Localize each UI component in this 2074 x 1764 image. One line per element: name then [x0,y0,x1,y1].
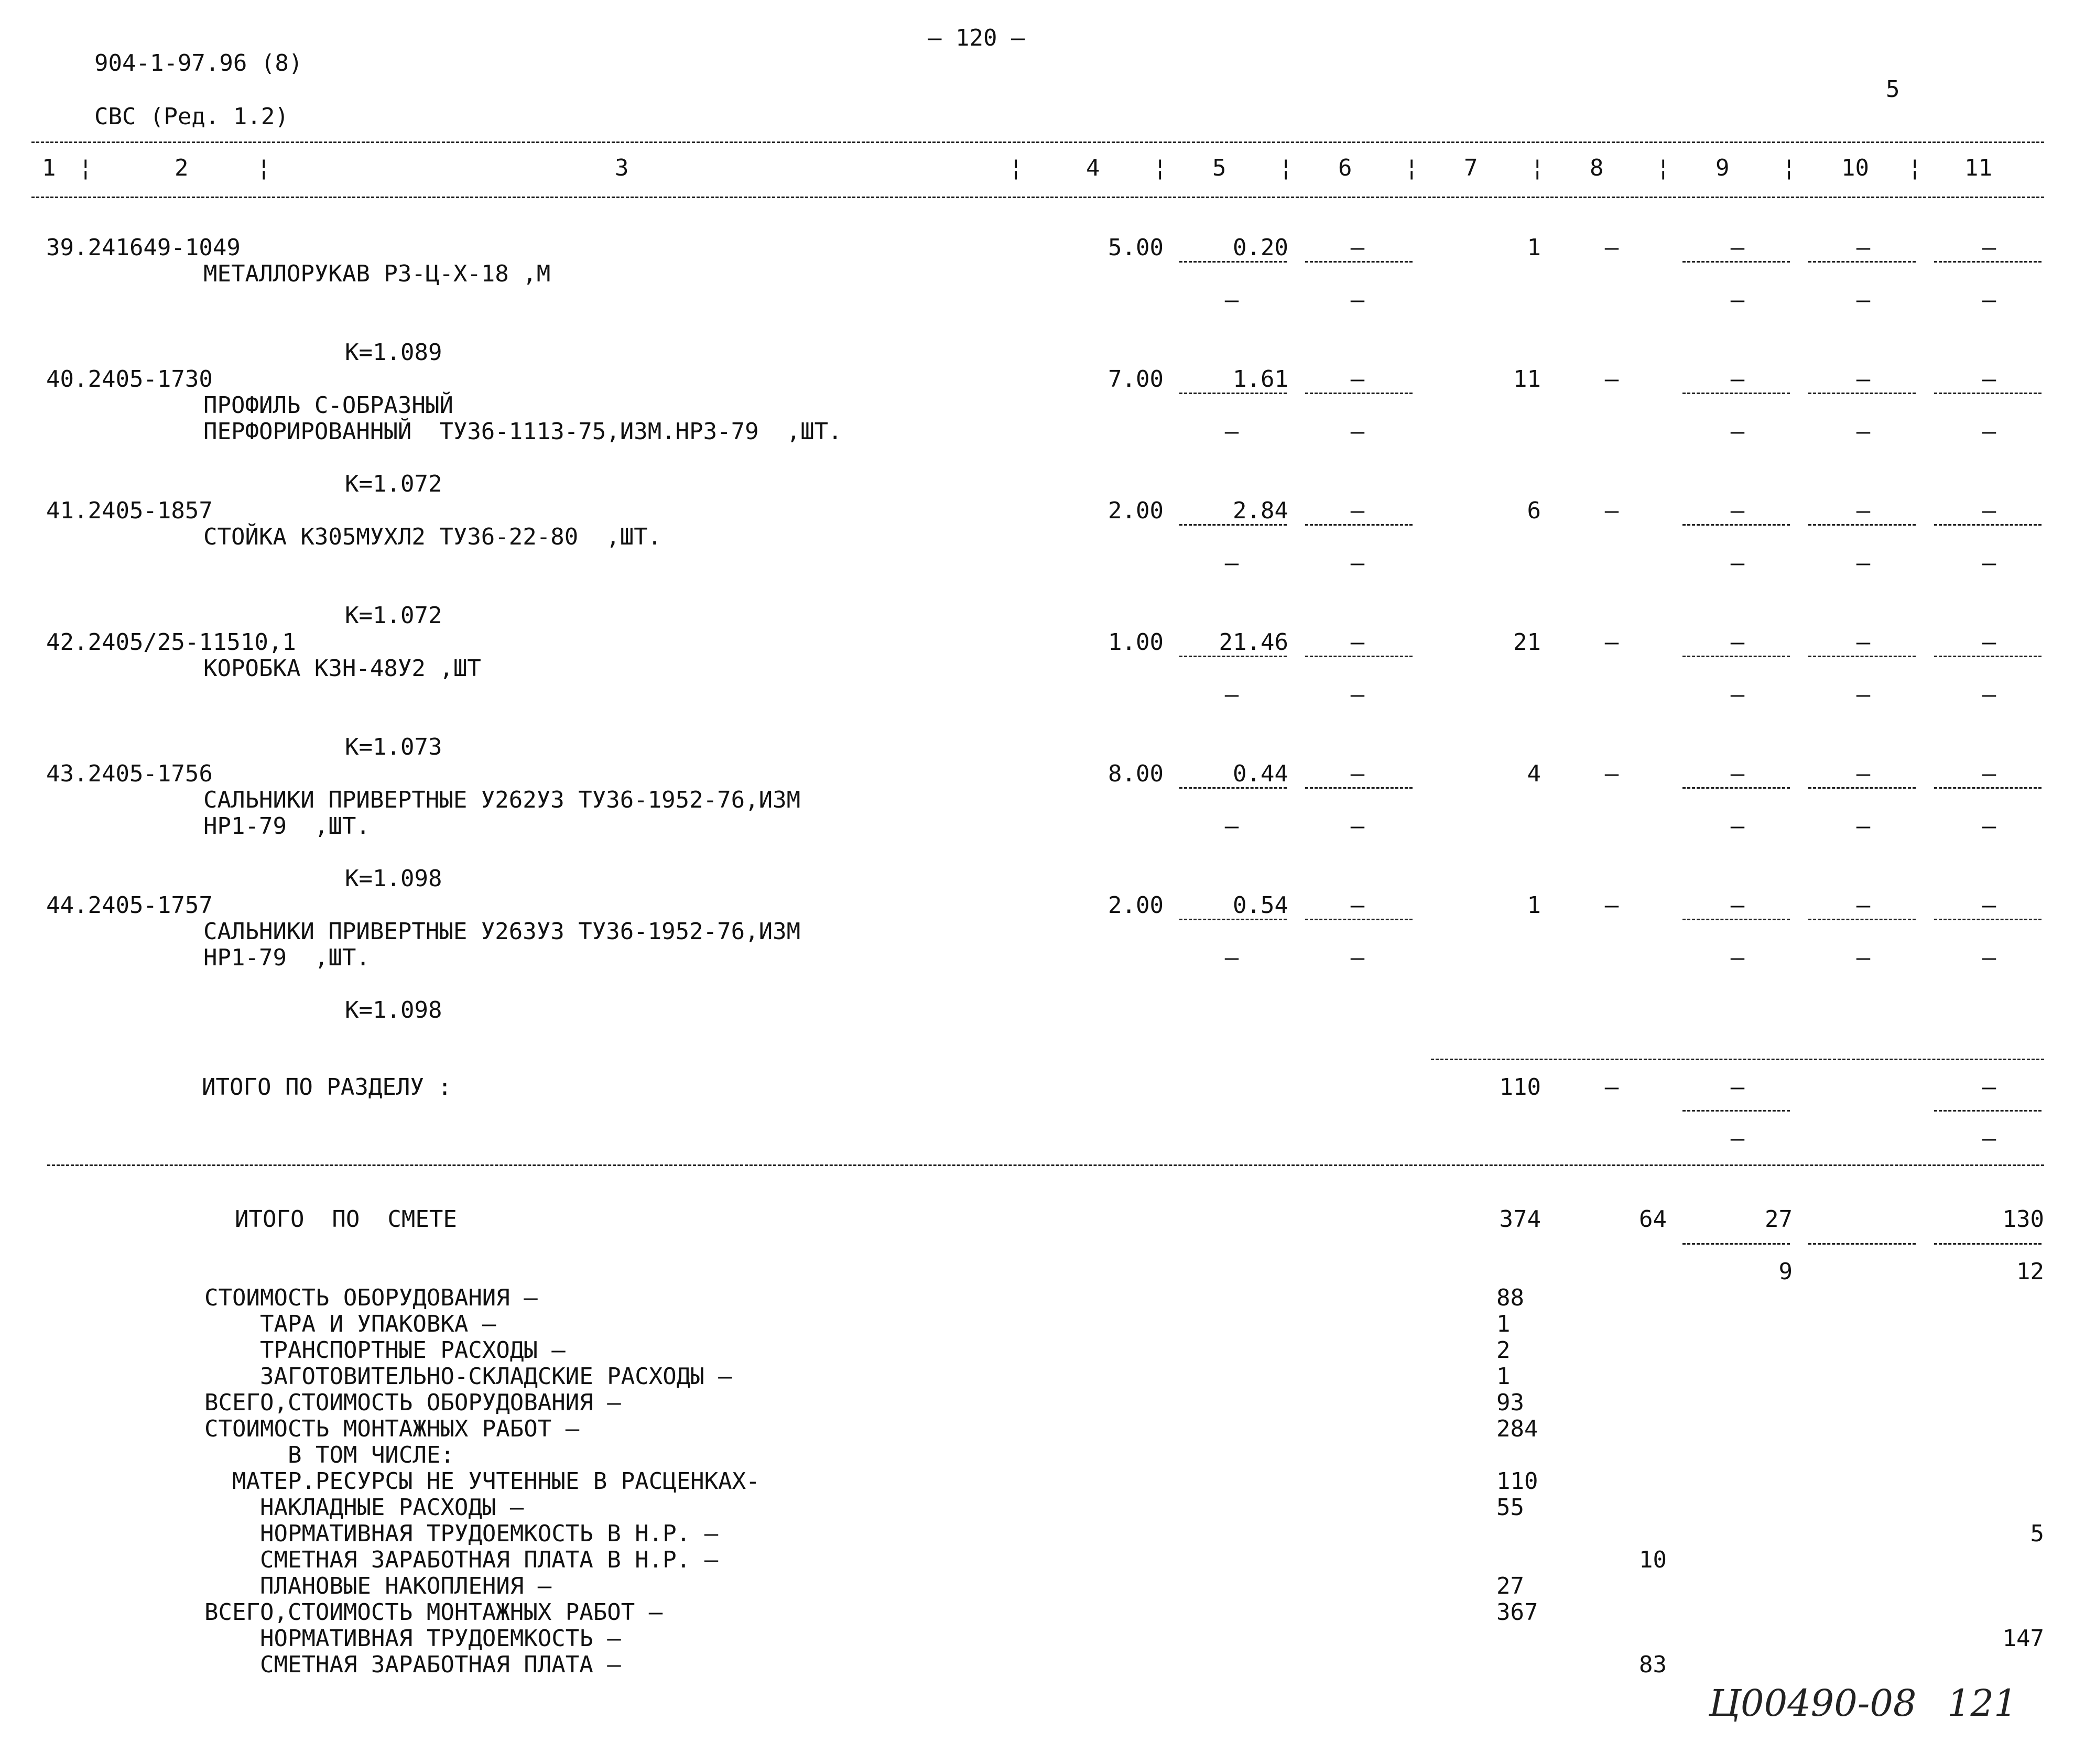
item-col11-sub: – [1982,287,1996,313]
item-fraction-rule [1305,787,1413,789]
column-separator: ¦ [1530,155,1545,181]
item-quantity: 5.00 [1108,234,1164,261]
column-separator: ¦ [257,155,271,181]
item-col11-sub: – [1982,418,1996,445]
item-description: НР1-79 ,ШТ. [203,944,370,971]
item-col9-sub: – [1730,418,1745,445]
item-col6: – [1350,366,1365,393]
item-description: СТОЙКА К305МУХЛ2 ТУ36-22-80 ,ШТ. [203,524,662,550]
item-col10: – [1856,629,1871,656]
column-separator: ¦ [79,155,93,181]
item-col9: – [1730,629,1745,656]
item-col5-sub: – [1224,944,1239,971]
item-col6: – [1350,234,1365,261]
document-code: 904-1-97.96 (8) [94,50,303,77]
item-col7: 4 [1527,760,1541,787]
item-col10: – [1856,760,1871,787]
column-separator: ¦ [1153,155,1167,181]
item-col5-sub: – [1224,681,1239,708]
item-description: КОРОБКА КЗН-48У2 ,ШТ [203,655,481,682]
item-col9: – [1730,366,1745,393]
sheet-number: 5 [1886,76,1900,103]
section-total-col9-sub: – [1730,1125,1745,1152]
column-header-6: 6 [1338,155,1352,181]
item-col7: 21 [1513,629,1541,656]
item-code: 39.241649-1049 [46,234,241,261]
summary-label: ЗАГОТОВИТЕЛЬНО-СКЛАДСКИЕ РАСХОДЫ – [260,1363,732,1390]
summary-label: В ТОМ ЧИСЛЕ: [288,1442,454,1468]
item-col10-sub: – [1856,944,1871,971]
program-version: СВС (Ред. 1.2) [94,103,289,130]
item-col11: – [1982,760,1996,787]
item-col10-sub: – [1856,550,1871,576]
item-fraction-rule [1682,261,1790,263]
item-col7: 1 [1527,892,1541,919]
item-col11: – [1982,366,1996,393]
item-code: 44.2405-1757 [46,892,213,919]
item-coefficient: К=1.089 [345,339,442,366]
column-separator: ¦ [1405,155,1419,181]
summary-col11-value: 5 [2030,1520,2044,1547]
estimate-total-col8: 64 [1639,1206,1667,1233]
column-separator: ¦ [1009,155,1023,181]
summary-col7-value: 27 [1496,1573,1524,1599]
item-col9-sub: – [1730,550,1745,576]
estimate-total-col7: 374 [1499,1206,1541,1233]
item-col9-sub: – [1730,287,1745,313]
item-col9-sub: – [1730,813,1745,840]
item-fraction-rule [1305,656,1413,657]
item-fraction-rule [1808,524,1916,526]
item-col7: 1 [1527,234,1541,261]
header-top-rule [31,141,2044,143]
item-description: НР1-79 ,ШТ. [203,813,370,840]
item-col10: – [1856,497,1871,524]
summary-label: СТОИМОСТЬ МОНТАЖНЫХ РАБОТ – [204,1415,580,1442]
item-col11-sub: – [1982,813,1996,840]
item-fraction-rule [1808,261,1916,263]
item-price: 1.61 [1233,366,1288,393]
estimate-total-col9: 27 [1765,1206,1793,1233]
item-price: 0.44 [1233,760,1288,787]
item-description: ПРОФИЛЬ С-ОБРАЗНЫЙ [203,392,453,419]
summary-col7-value: 1 [1496,1363,1511,1390]
item-col10: – [1856,892,1871,919]
estimate-total-label: ИТОГО ПО СМЕТЕ [235,1206,457,1233]
item-quantity: 2.00 [1108,497,1164,524]
estimate-total-col11-rule [1934,1243,2042,1245]
item-col6-sub: – [1350,944,1365,971]
column-header-5: 5 [1212,155,1226,181]
section-total-col11: – [1982,1074,1996,1101]
estimate-total-col9-rule [1682,1243,1790,1245]
item-fraction-rule [1179,919,1287,920]
item-col5-sub: – [1224,418,1239,445]
item-col10-sub: – [1856,681,1871,708]
summary-label: ВСЕГО,СТОИМОСТЬ ОБОРУДОВАНИЯ – [204,1389,621,1416]
estimate-total-col11-sub: 12 [2016,1258,2044,1285]
item-fraction-rule [1682,393,1790,394]
estimate-separator-rule [47,1164,2044,1166]
item-fraction-rule [1808,787,1916,789]
item-quantity: 1.00 [1108,629,1164,656]
column-header-3: 3 [615,155,629,181]
section-total-col11-rule [1934,1110,2042,1112]
item-col11: – [1982,497,1996,524]
item-code: 40.2405-1730 [46,366,213,393]
item-col11: – [1982,629,1996,656]
item-col6-sub: – [1350,813,1365,840]
item-col11-sub: – [1982,550,1996,576]
item-col10: – [1856,234,1871,261]
item-col6: – [1350,497,1365,524]
summary-col8-value: 10 [1639,1547,1667,1573]
item-code: 41.2405-1857 [46,497,213,524]
item-col9-sub: – [1730,944,1745,971]
handwritten-page-number: 121 [1947,1682,2017,1725]
item-fraction-rule [1305,261,1413,263]
item-col10-sub: – [1856,418,1871,445]
section-total-col9: – [1730,1074,1745,1101]
item-coefficient: К=1.098 [345,997,442,1023]
column-header-10: 10 [1841,155,1869,181]
summary-col7-value: 367 [1496,1599,1538,1626]
item-quantity: 7.00 [1108,366,1164,393]
summary-label: СТОИМОСТЬ ОБОРУДОВАНИЯ – [204,1284,538,1311]
summary-label: НОРМАТИВНАЯ ТРУДОЕМКОСТЬ – [260,1625,621,1652]
item-description: САЛЬНИКИ ПРИВЕРТНЫЕ У262УЗ ТУ36-1952-76,ИЗМ [203,787,801,813]
item-quantity: 2.00 [1108,892,1164,919]
summary-col8-value: 83 [1639,1651,1667,1678]
item-col10-sub: – [1856,287,1871,313]
item-description: САЛЬНИКИ ПРИВЕРТНЫЕ У263УЗ ТУ36-1952-76,ИЗМ [203,918,801,945]
item-price: 2.84 [1233,497,1288,524]
column-header-9: 9 [1715,155,1730,181]
item-fraction-rule [1808,393,1916,394]
column-separator: ¦ [1782,155,1796,181]
summary-label: ТРАНСПОРТНЫЕ РАСХОДЫ – [260,1337,566,1364]
summary-col7-value: 2 [1496,1337,1511,1364]
column-separator: ¦ [1656,155,1670,181]
item-col10: – [1856,366,1871,393]
item-col11: – [1982,234,1996,261]
section-total-col11-sub: – [1982,1125,1996,1152]
item-col8: – [1604,366,1619,393]
item-fraction-rule [1179,656,1287,657]
summary-label: НОРМАТИВНАЯ ТРУДОЕМКОСТЬ В Н.Р. – [260,1520,719,1547]
item-fraction-rule [1934,919,2042,920]
summary-label: ПЛАНОВЫЕ НАКОПЛЕНИЯ – [260,1573,552,1599]
summary-col7-value: 88 [1496,1284,1524,1311]
item-fraction-rule [1934,393,2042,394]
column-separator: ¦ [1279,155,1293,181]
summary-label: ВСЕГО,СТОИМОСТЬ МОНТАЖНЫХ РАБОТ – [204,1599,663,1626]
section-total-rule [1431,1059,2044,1060]
item-quantity: 8.00 [1108,760,1164,787]
item-code: 42.2405/25-11510,1 [46,629,296,656]
summary-col7-value: 93 [1496,1389,1524,1416]
item-col11: – [1982,892,1996,919]
item-fraction-rule [1934,261,2042,263]
item-col6-sub: – [1350,550,1365,576]
item-price: 21.46 [1219,629,1288,656]
summary-col7-value: 110 [1496,1468,1538,1495]
item-col8: – [1604,892,1619,919]
column-header-2: 2 [175,155,189,181]
item-fraction-rule [1934,656,2042,657]
item-coefficient: К=1.072 [345,602,442,629]
item-fraction-rule [1305,524,1413,526]
item-col5-sub: – [1224,813,1239,840]
item-col9: – [1730,497,1745,524]
item-col9: – [1730,234,1745,261]
summary-label: НАКЛАДНЫЕ РАСХОДЫ – [260,1494,524,1521]
summary-label: СМЕТНАЯ ЗАРАБОТНАЯ ПЛАТА В Н.Р. – [260,1547,719,1573]
summary-col7-value: 1 [1496,1311,1511,1337]
item-col11-sub: – [1982,681,1996,708]
item-fraction-rule [1934,787,2042,789]
item-col9-sub: – [1730,681,1745,708]
item-coefficient: К=1.073 [345,734,442,760]
item-col6: – [1350,760,1365,787]
summary-label: МАТЕР.РЕСУРСЫ НЕ УЧТЕННЫЕ В РАСЦЕНКАХ- [232,1468,760,1495]
item-col5-sub: – [1224,550,1239,576]
item-col6-sub: – [1350,418,1365,445]
item-code: 43.2405-1756 [46,760,213,787]
item-col9: – [1730,892,1745,919]
item-price: 0.54 [1233,892,1288,919]
item-fraction-rule [1179,261,1287,263]
item-fraction-rule [1808,919,1916,920]
header-bottom-rule [31,197,2044,198]
estimate-total-col10-rule [1808,1243,1916,1245]
item-col6: – [1350,892,1365,919]
section-total-col7: 110 [1499,1074,1541,1101]
item-fraction-rule [1682,524,1790,526]
summary-col11-value: 147 [2002,1625,2044,1652]
item-fraction-rule [1179,393,1287,394]
page-number: – 120 – [928,25,1025,51]
item-description: МЕТАЛЛОРУКАВ РЗ-Ц-Х-18 ,М [203,260,551,287]
item-fraction-rule [1305,393,1413,394]
item-col7: 11 [1513,366,1541,393]
item-fraction-rule [1808,656,1916,657]
item-price: 0.20 [1233,234,1288,261]
item-col6-sub: – [1350,287,1365,313]
handwritten-archive-code: Ц00490-08 [1709,1682,1917,1725]
item-col8: – [1604,497,1619,524]
column-header-8: 8 [1590,155,1604,181]
column-header-7: 7 [1464,155,1478,181]
item-fraction-rule [1682,787,1790,789]
summary-label: ТАРА И УПАКОВКА – [260,1311,496,1337]
item-col8: – [1604,760,1619,787]
item-col8: – [1604,629,1619,656]
item-col8: – [1604,234,1619,261]
column-separator: ¦ [1908,155,1922,181]
section-total-col9-rule [1682,1110,1790,1112]
item-coefficient: К=1.072 [345,471,442,497]
item-description: ПЕРФОРИРОВАННЫЙ ТУ36-1113-75,ИЗМ.НРЗ-79 ,ШТ. [203,418,842,445]
item-fraction-rule [1179,787,1287,789]
item-fraction-rule [1179,524,1287,526]
item-fraction-rule [1682,919,1790,920]
item-col9: – [1730,760,1745,787]
item-fraction-rule [1682,656,1790,657]
item-col6-sub: – [1350,681,1365,708]
column-header-11: 11 [1964,155,1992,181]
summary-col7-value: 284 [1496,1415,1538,1442]
summary-label: СМЕТНАЯ ЗАРАБОТНАЯ ПЛАТА – [260,1651,621,1678]
estimate-total-col11: 130 [2002,1206,2044,1233]
item-col7: 6 [1527,497,1541,524]
column-header-4: 4 [1086,155,1100,181]
item-col5-sub: – [1224,287,1239,313]
section-total-label: ИТОГО ПО РАЗДЕЛУ : [202,1074,452,1101]
column-header-1: 1 [42,155,56,181]
item-col10-sub: – [1856,813,1871,840]
estimate-total-col9-sub: 9 [1778,1258,1793,1285]
summary-col7-value: 55 [1496,1494,1524,1521]
item-fraction-rule [1934,524,2042,526]
item-col11-sub: – [1982,944,1996,971]
item-coefficient: К=1.098 [345,865,442,892]
item-fraction-rule [1305,919,1413,920]
item-col6: – [1350,629,1365,656]
section-total-col8: – [1604,1074,1619,1101]
